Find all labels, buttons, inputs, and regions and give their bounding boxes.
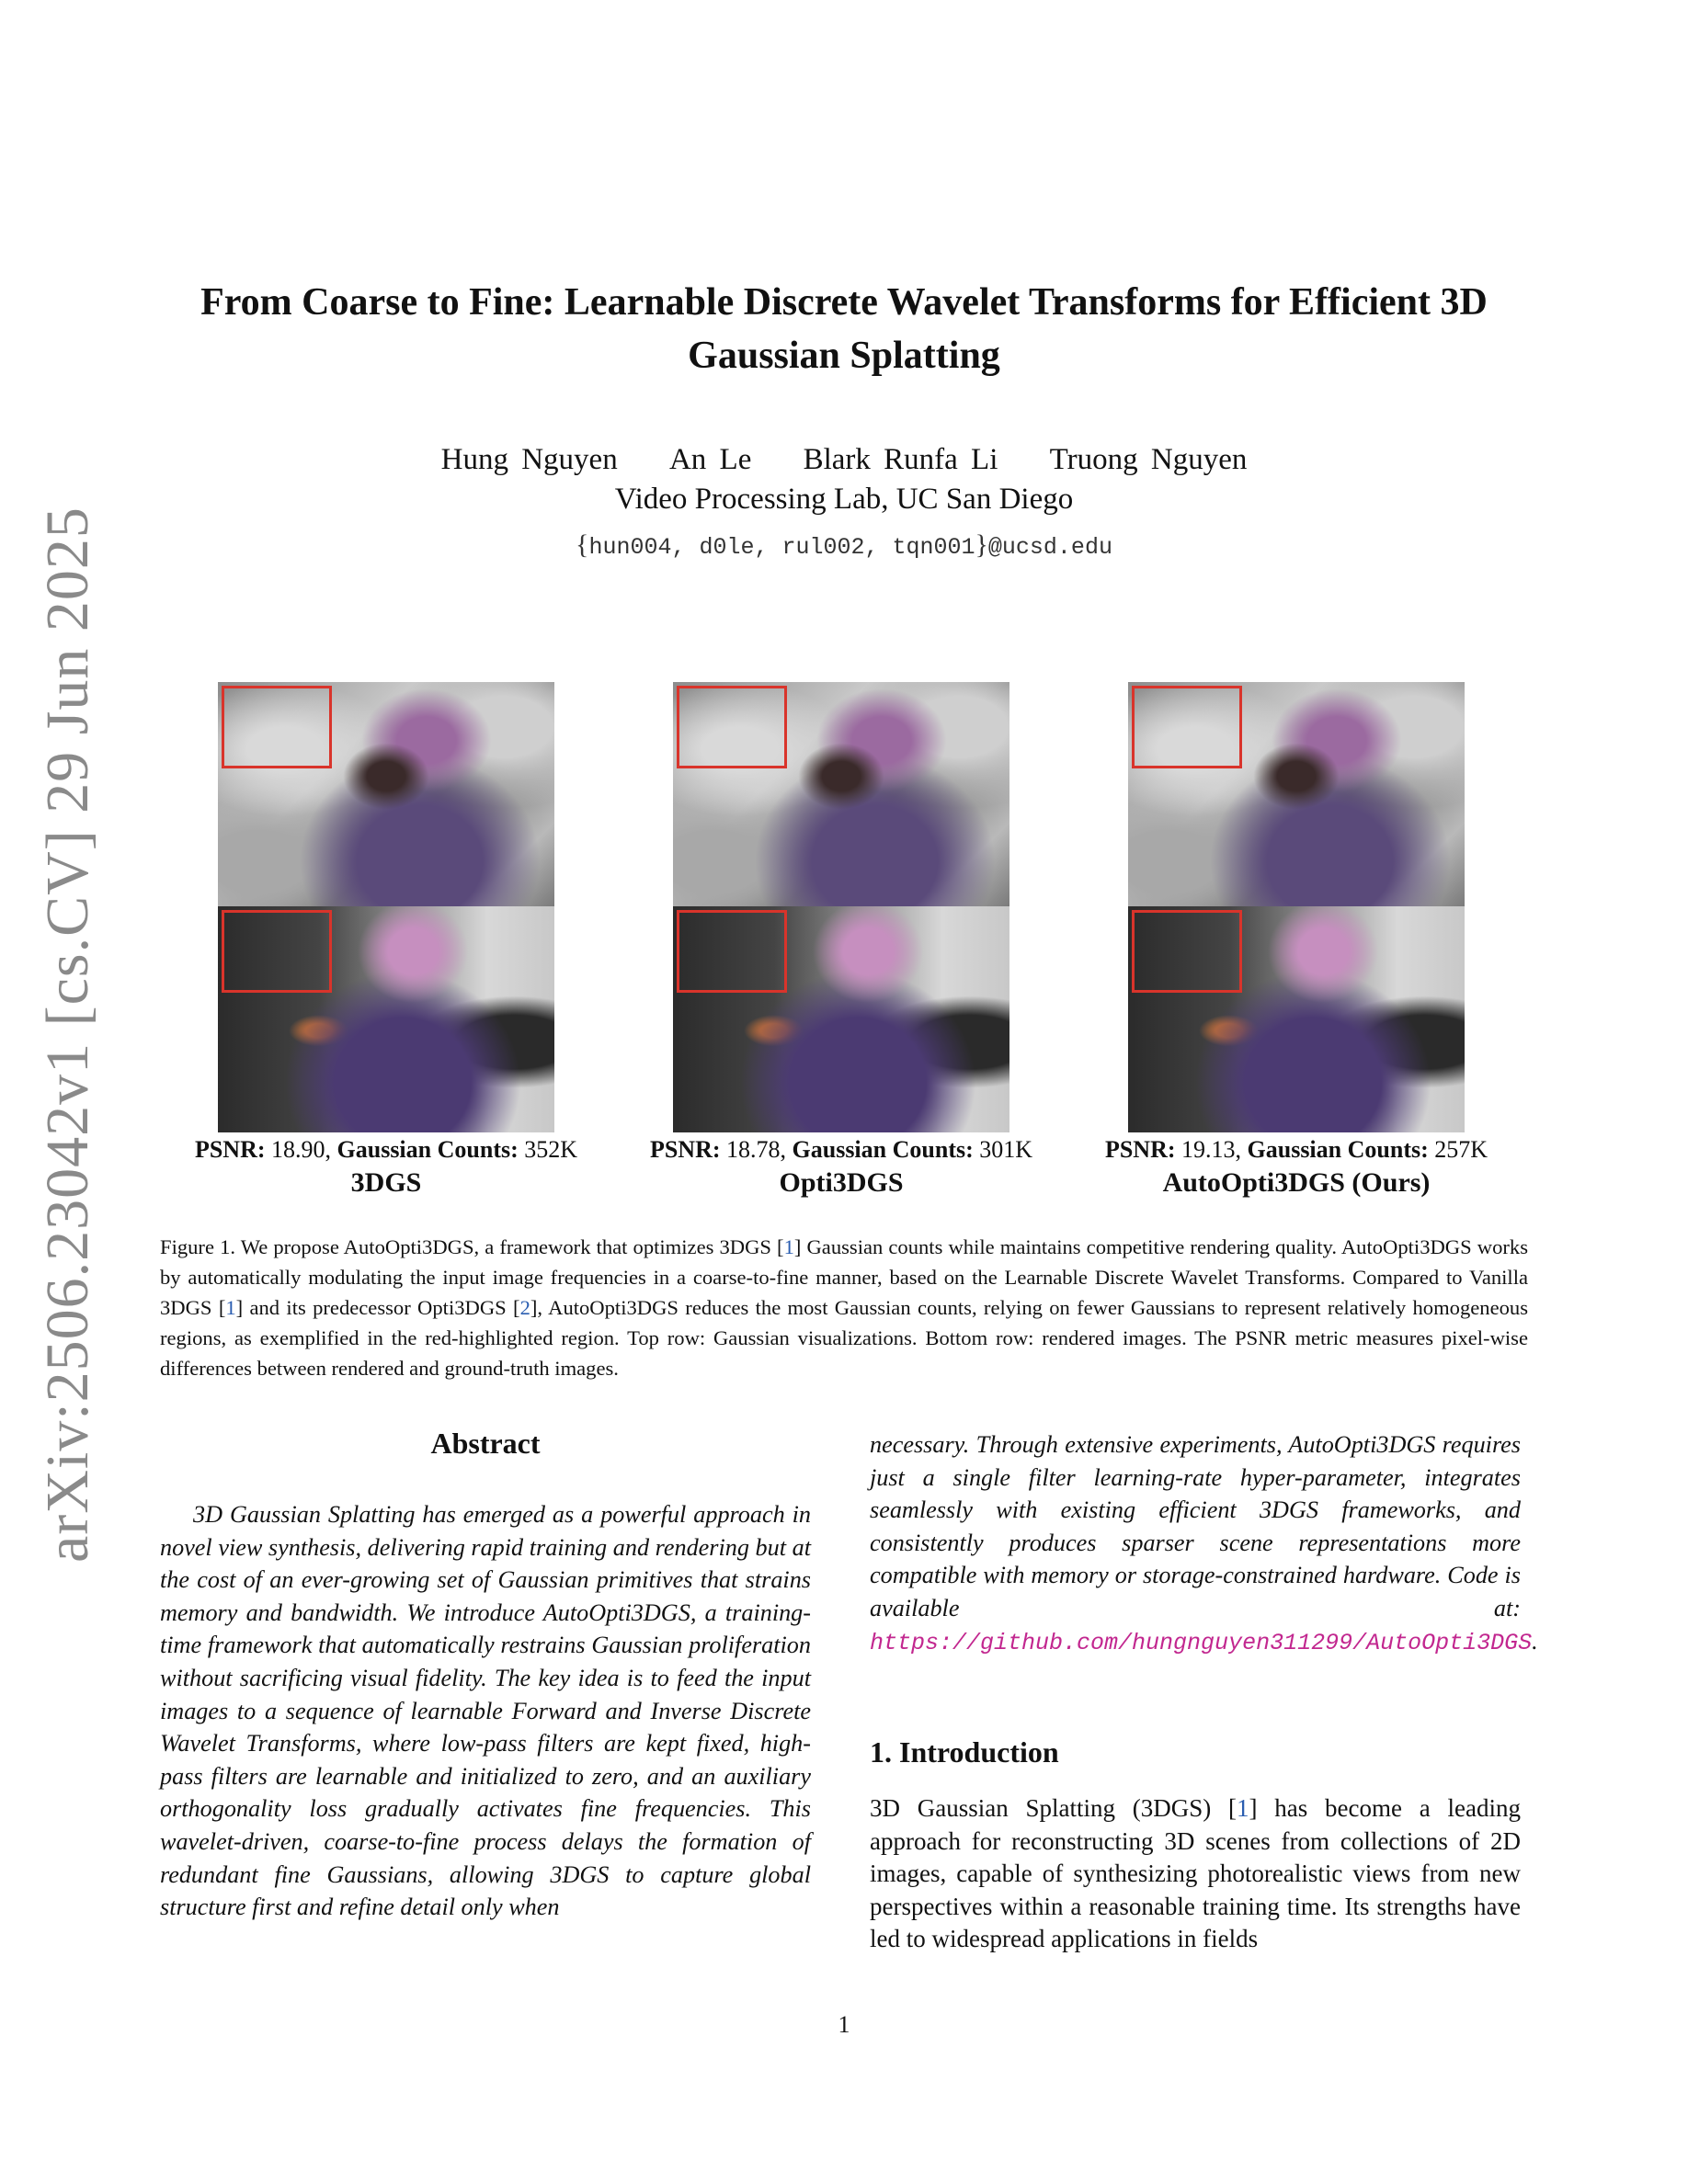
method-name: Opti3DGS xyxy=(779,1167,904,1198)
figure-caption: Figure 1. We propose AutoOpti3DGS, a framework that optimizes 3DGS [1] Gaussian counts while maintains competitive rendering quality. AutoOpti3DGS works by automatically modulating the input image frequencies in a coarse-to-fine manner, based on the Learnable Discrete Wavelet Transforms. Compared to Vanilla 3DGS [1] and its predecessor Opti3DGS [2], AutoOpti3DGS reduces the most Gaussian counts, relying on fewer Gaussians to represent relatively homogeneous regions, as exemplified in the red-highlighted region. Top row: Gaussian visualizations. Bottom row: rendered images. The PSNR metric measures pixel-wise differences between rendered and ground-truth images. xyxy=(160,1235,1528,1380)
figure-panel-opti3dgs xyxy=(673,682,1009,1132)
abstract-body: 3D Gaussian Splatting has emerged as a powerful approach in novel view synthesis, delivering rapid training and rendering but at the cost of an ever-growing set of Gaussian primitives that strains memory and bandwidth. We introduce AutoOpti3DGS, a training-time framework that automatically restrains Gaussian proliferation without sacrificing visual fidelity. The key idea is to feed the input images to a sequence of learnable Forward and Inverse Discrete Wavelet Transforms, where low-pass filters are kept fixed, high-pass filters are learnable and initialized to zero, and an auxiliary orthogonality loss gradually activates fine frequencies. This wavelet-driven, coarse-to-fine process delays the formation of redundant fine Gaussians, allowing 3DGS to capture global structure first and refine detail only when xyxy=(160,1501,811,1921)
highlight-box xyxy=(1132,910,1242,993)
highlight-box xyxy=(222,686,332,768)
highlight-box xyxy=(1132,686,1242,768)
affiliation: Video Processing Lab, UC San Diego xyxy=(614,483,1074,516)
figure-panel-3dgs xyxy=(218,682,554,1132)
code-url-link[interactable]: https://github.com/hungnguyen311299/AutoOpti3DGS xyxy=(870,1629,1533,1656)
paper-title: From Coarse to Fine: Learnable Discrete Wavelet Transforms for Efficient 3D Gaussian Splatting xyxy=(200,281,1488,377)
introduction-body: 3D Gaussian Splatting (3DGS) [1] has become a leading approach for reconstructing 3D scenes from collections of 2D images, capable of synthesizing photorealistic views from new perspectives within a reasonable training time. Its strengths have led to widespread applications in fields xyxy=(870,1794,1521,1953)
highlight-box xyxy=(677,686,787,768)
method-name: AutoOpti3DGS (Ours) xyxy=(1162,1167,1431,1198)
author-name: Hung Nguyen xyxy=(440,443,618,476)
close-brace: } xyxy=(975,529,988,560)
author-name: An Le xyxy=(668,443,752,476)
highlight-box xyxy=(677,910,787,993)
author-name: Truong Nguyen xyxy=(1049,443,1248,476)
panel-metrics: PSNR: 19.13, Gaussian Counts: 257K xyxy=(1104,1136,1488,1163)
citation-link[interactable]: 1 xyxy=(225,1296,236,1319)
panel-metrics: PSNR: 18.78, Gaussian Counts: 301K xyxy=(649,1136,1033,1163)
open-brace: { xyxy=(576,529,589,560)
method-name: 3DGS xyxy=(350,1167,422,1198)
email-usernames: hun004, d0le, rul002, tqn001 xyxy=(588,534,975,561)
email-domain: @ucsd.edu xyxy=(987,534,1112,561)
author-list xyxy=(0,443,1688,477)
author-emails xyxy=(0,529,1688,561)
figure-panel-autoopti3dgs xyxy=(1128,682,1465,1132)
highlight-box xyxy=(222,910,332,993)
author-name: Blark Runfa Li xyxy=(803,443,998,476)
panel-metrics: PSNR: 18.90, Gaussian Counts: 352K xyxy=(194,1136,578,1163)
abstract-heading: Abstract xyxy=(430,1427,541,1460)
page-number: 1 xyxy=(838,2011,850,2038)
arxiv-identifier: arXiv:2506.23042v1 [cs.CV] 29 Jun 2025 xyxy=(34,506,101,1563)
citation-link[interactable]: 2 xyxy=(519,1296,530,1319)
abstract-continuation: necessary. Through extensive experiments, AutoOpti3DGS requires just a single filter learning-rate hyper-parameter, integrates seamlessly with existing efficient 3DGS frameworks, and consistently produces sparser scene representations more compatible with memory or storage-constrained hardware. Code is available at: https://github.com/hungnguyen311299/AutoOpti3DGS. xyxy=(870,1431,1538,1656)
citation-link[interactable]: 1 xyxy=(1237,1794,1249,1822)
section-heading: 1. Introduction xyxy=(870,1735,1059,1769)
citation-link[interactable]: 1 xyxy=(783,1235,794,1258)
